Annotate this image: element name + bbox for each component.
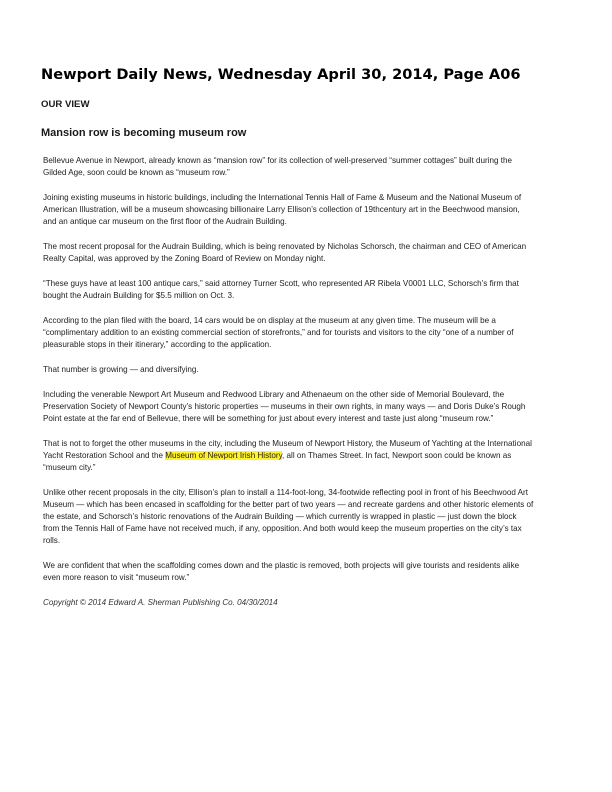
section-label: OUR VIEW [41, 99, 90, 110]
paragraph: “These guys have at least 100 antique cars,” said attorney Turner Scott, who represented AR Ribela V0001 LLC, Schorsch’s firm that bought the Audrain Building for $5.5 million on Oct. 3. [43, 279, 519, 300]
paragraph: Bellevue Avenue in Newport, already known as “mansion row” for its collection of well-preserved “summer cottages” built during the Gilded Age, soon could be known as “museum row.” [43, 156, 513, 177]
paragraph: The most recent proposal for the Audrain Building, which is being renovated by Nicholas Schorsch, the chairman and CEO of American Realty Capital, was approved by the Zoning Board of Review on Monday night. [43, 242, 527, 263]
headline: Mansion row is becoming museum row [41, 127, 247, 139]
paragraph-with-highlight [43, 438, 535, 474]
paragraph: Including the venerable Newport Art Museum and Redwood Library and Athenaeum on the other side of Memorial Boulevard, the Preservation Society of Newport County’s historic properties — museums in their own rights, in many ways — and Doris Duke’s Rough Point estate at the far end of Bellevue, there will be something for just about every interest and taste just along “museum row.” [43, 390, 526, 423]
paragraph-text: That is not to forget the other museums in the city, including the Museum of Newport History, the Museum of Yachting at the International Yacht Restoration School and the [43, 439, 532, 460]
paragraph: According to the plan filed with the board, 14 cars would be on display at the museum at any given time. The museum will be a “complimentary addition to an existing commercial section of storefronts,” and for tourists and visitors to the city “one of a number of pleasurable stops in their itinerary,” according to the application. [43, 316, 514, 349]
paragraph: We are confident that when the scaffolding comes down and the plastic is removed, both projects will give tourists and residents alike even more reason to visit “museum row.” [43, 561, 520, 582]
copyright-line: Copyright © 2014 Edward A. Sherman Publishing Co. 04/30/2014 [43, 598, 278, 607]
article-body [43, 155, 535, 622]
masthead: Newport Daily News, Wednesday April 30, 2014, Page A06 [41, 66, 521, 83]
paragraph-text: , all on Thames Street. In fact, Newport soon could be known as “museum city.” [43, 451, 512, 472]
highlighted-text: Museum of Newport Irish History [165, 451, 283, 460]
paragraph: That number is growing — and diversifying. [43, 365, 199, 374]
paragraph: Unlike other recent proposals in the city, Ellison’s plan to install a 114-foot-long, 34-footwide reflecting pool in front of his Beechwood Art Museum — which has been encased in scaffolding for the better part of two years — and recreate gardens and other historic elements of the estate, and Schorsch’s historic renovations of the Audrain Building — which currently is wrapped in plastic — just down the block from the Tennis Hall of Fame have not received much, if any, opposition. And both would keep the museum properties on the city’s tax rolls. [43, 488, 534, 545]
paragraph: Joining existing museums in historic buildings, including the International Tennis Hall of Fame & Museum and the National Museum of American Illustration, will be a museum showcasing billionaire Larry Ellison’s collection of 19thcentury art in the Beechwood mansion, and an antique car museum on the first floor of the Audrain Building. [43, 193, 522, 226]
